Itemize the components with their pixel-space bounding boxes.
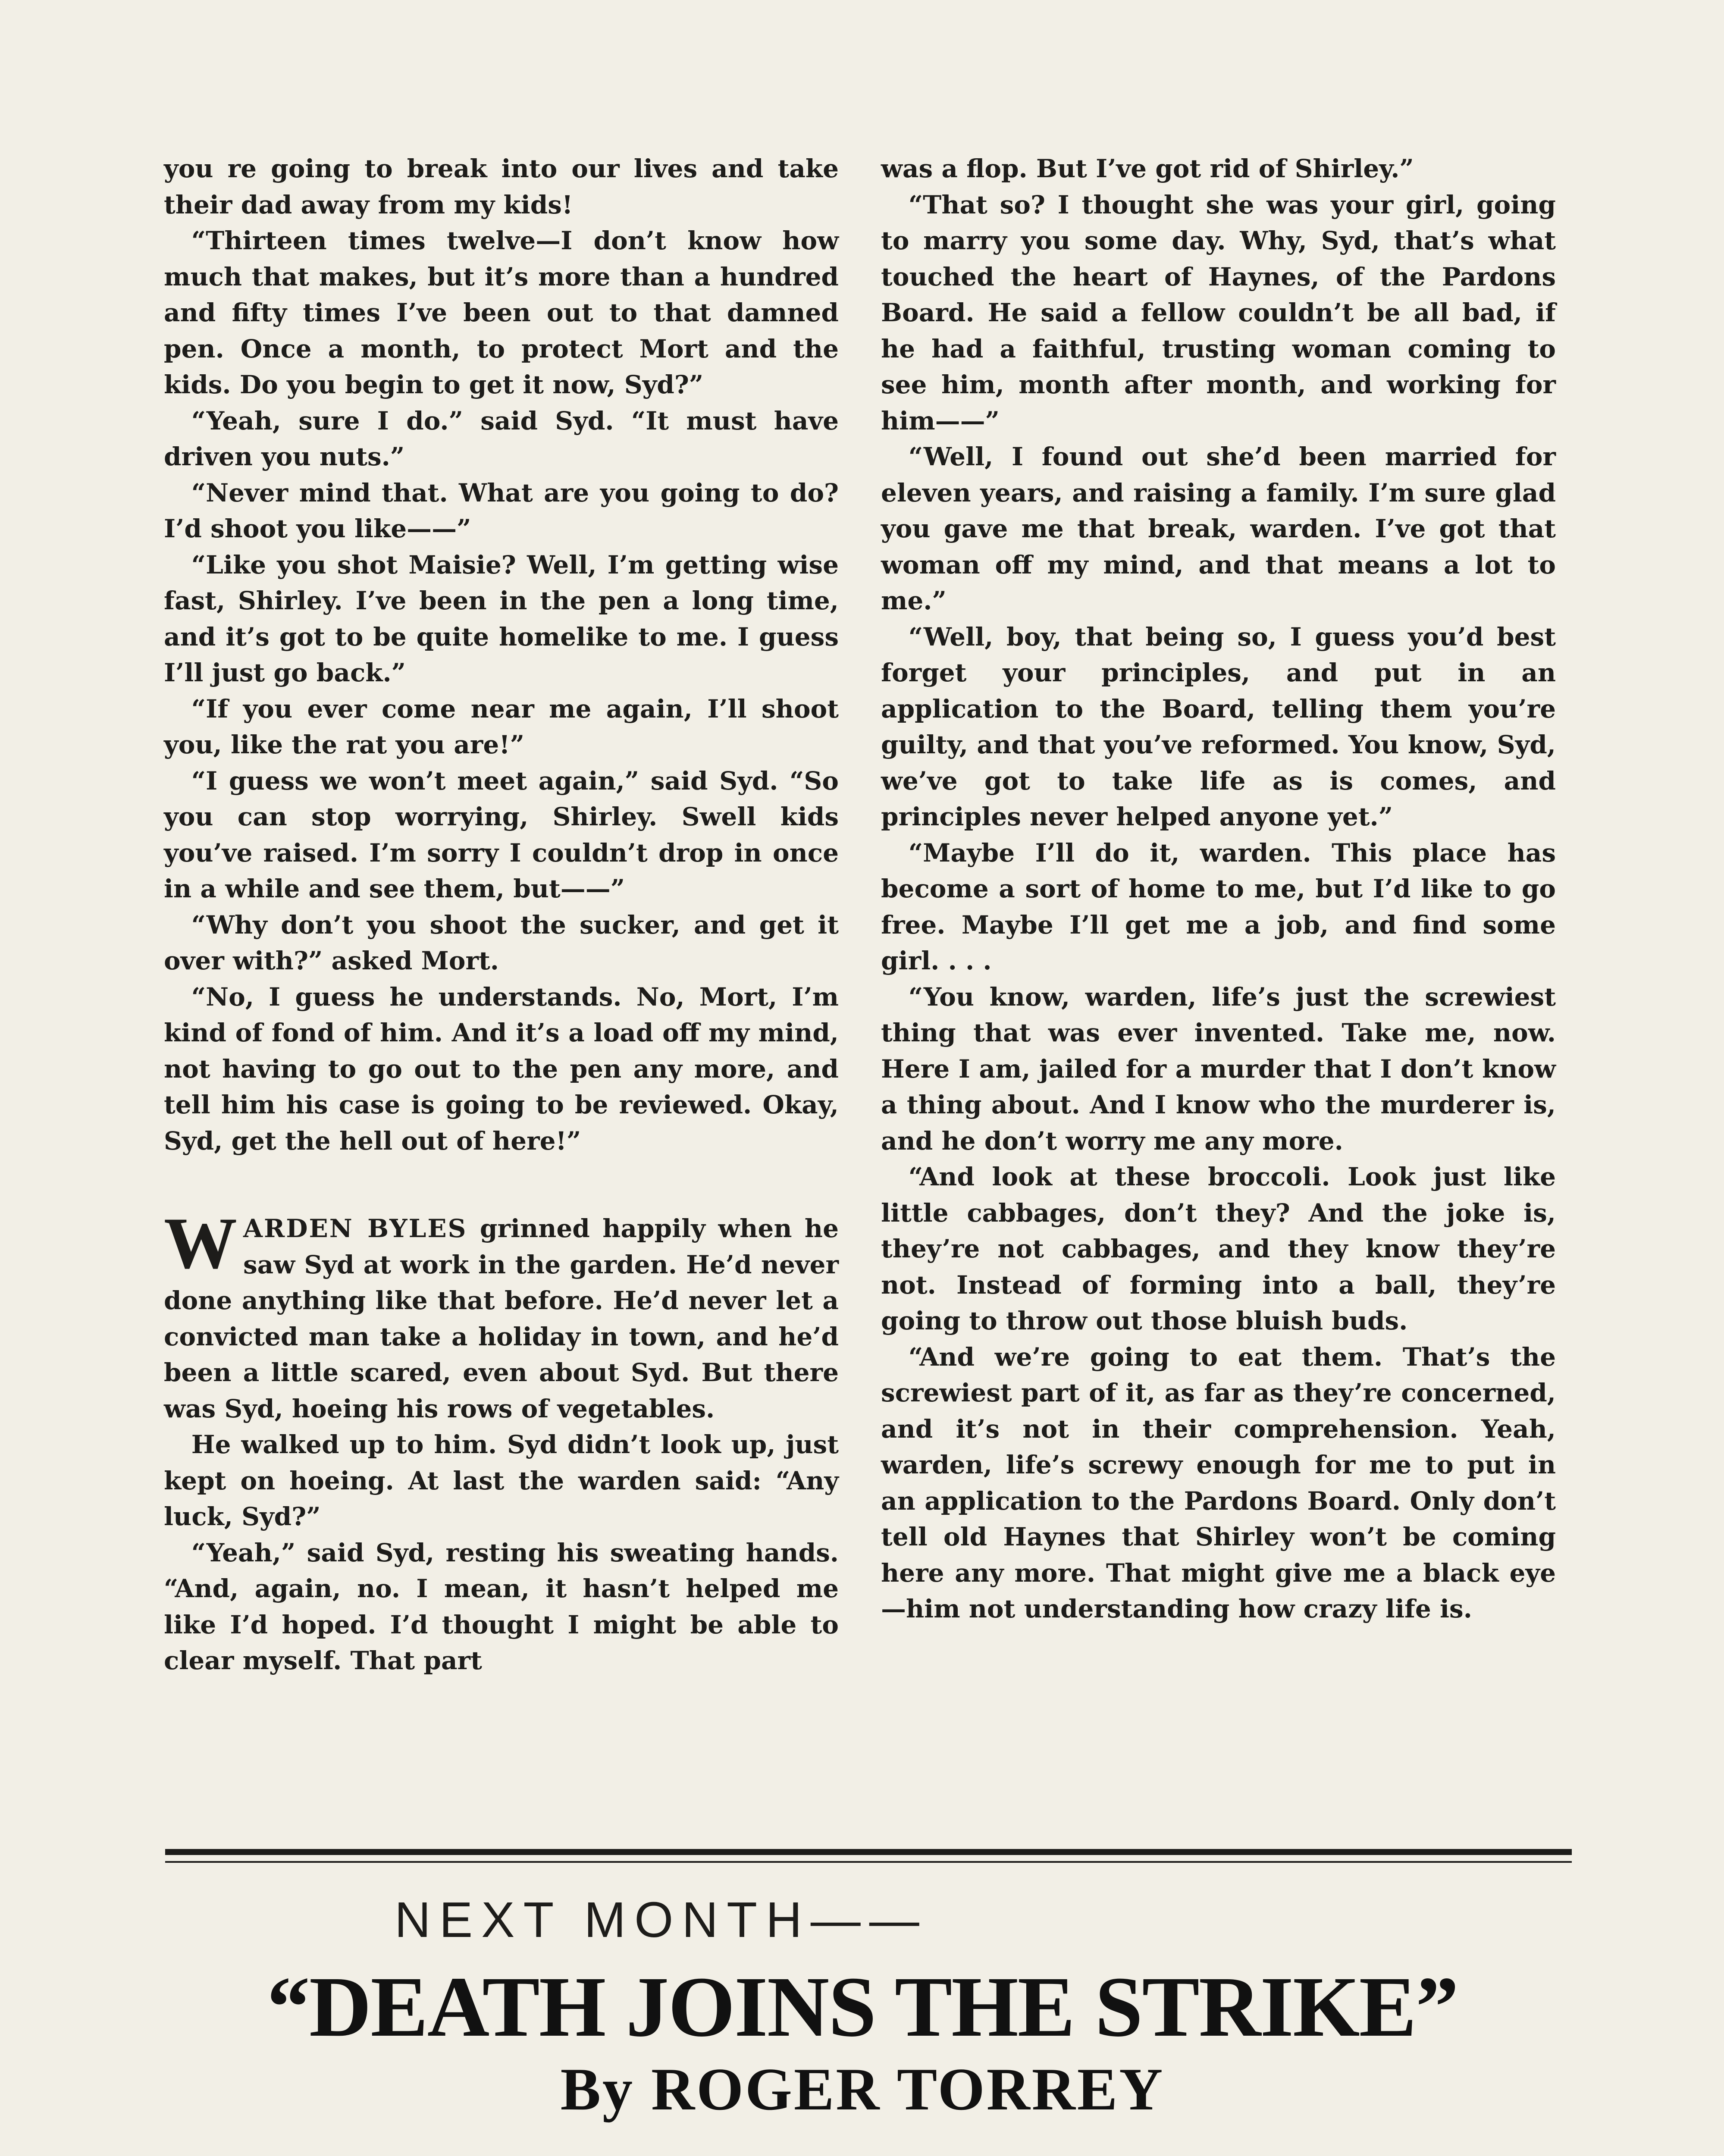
next-story-byline: By ROGER TORREY (560, 2056, 1165, 2123)
section-first-paragraph (164, 1203, 839, 1427)
section-first-text: grinned happily when he saw Syd at work in the garden. He’d never done anything like that before. He’d never let a convicted man take a holiday in town, and he’d been a little scared, even about Syd. But there was Syd, hoeing his rows of vegetables. (164, 1214, 839, 1423)
paragraph: “Why don’t you shoot the sucker, and get it over with?” asked Mort. (164, 910, 839, 975)
paragraph: “If you ever come near me again, I’ll shoot you, like the rat you are!” (164, 694, 839, 759)
paragraph: “And look at these broccoli. Look just like little cabbages, don’t they? And the joke is, they’re not cabbages, and they know they’re not. Instead of forming into a ball, they’re going to throw out those bluish buds. (881, 1162, 1556, 1335)
divider-rule-thin (165, 1861, 1572, 1863)
paragraph: you re going to break into our lives and take their dad away from my kids! (164, 154, 839, 219)
paragraph: “You know, warden, life’s just the screwiest thing that was ever invented. Take me, now. Here I am, jailed for a murder that I don’t know a thing about. And I know who the murderer is, and he don’t worry me any more. (881, 982, 1556, 1156)
paragraph: “Maybe I’ll do it, warden. This place has become a sort of home to me, but I’d like to go free. Maybe I’ll get me a job, and find some girl. . . . (881, 838, 1556, 975)
divider-rule-thick (165, 1849, 1572, 1855)
paragraph: He walked up to him. Syd didn’t look up, just kept on hoeing. At last the warden said: “Any luck, Syd?” (164, 1430, 839, 1531)
paragraph: “That so? I thought she was your girl, going to marry you some day. Why, Syd, that’s what touched the heart of Haynes, of the Pardons Board. He said a fellow couldn’t be all bad, if he had a faithful, trusting woman coming to see him, month after month, and working for him——” (881, 190, 1556, 436)
section-lead-words: ARDEN BYLES (243, 1214, 467, 1243)
paragraph: “Well, boy, that being so, I guess you’d best forget your principles, and put in an application to the Board, telling them you’re guilty, and that you’ve reformed. You know, Syd, we’ve got to take life as is comes, and principles never helped anyone yet.” (881, 622, 1556, 831)
right-text-column (881, 151, 1556, 1627)
paragraph: “Like you shot Maisie? Well, I’m getting wise fast, Shirley. I’ve been in the pen a long time, and it’s got to be quite homelike to me. I guess I’ll just go back.” (164, 550, 839, 687)
paragraph: “Thirteen times twelve—I don’t know how much that makes, but it’s more than a hundred and fifty times I’ve been out to that damned pen. Once a month, to protect Mort and the kids. Do you begin to get it now, Syd?” (164, 226, 839, 399)
paragraph: “I guess we won’t meet again,” said Syd. “So you can stop worrying, Shirley. Swell kids you’ve raised. I’m sorry I couldn’t drop in once in a while and see them, but——” (164, 766, 839, 903)
paragraph: “Yeah, sure I do.” said Syd. “It must have driven you nuts.” (164, 406, 839, 471)
paragraph: “Well, I found out she’d been married for eleven years, and raising a family. I’m sure glad you gave me that break, warden. I’ve got that woman off my mind, and that means a lot to me.” (881, 442, 1556, 615)
next-month-label: NEXT MONTH—— (395, 1892, 928, 1948)
paragraph: “And we’re going to eat them. That’s the screwiest part of it, as far as they’re concerned, and it’s not in their comprehension. Yeah, warden, life’s screwy enough for me to put in an application to the Pardons Board. Only don’t tell old Haynes that Shirley won’t be coming here any more. That might give me a black eye—him not understanding how crazy life is. (881, 1342, 1556, 1623)
paragraph: “Yeah,” said Syd, resting his sweating hands. “And, again, no. I mean, it hasn’t helped me like I’d hoped. I’d thought I might be able to clear myself. That part (164, 1538, 839, 1675)
next-story-title: “DEATH JOINS THE STRIKE” (266, 1959, 1458, 2055)
paragraph: “Never mind that. What are you going to do? I’d shoot you like——” (164, 478, 839, 543)
paragraph: “No, I guess he understands. No, Mort, I’m kind of fond of him. And it’s a load off my mind, not having to go out to the pen any more, and tell him his case is going to be reviewed. Okay, Syd, get the hell out of here!” (164, 982, 839, 1156)
drop-cap: W (164, 1203, 237, 1284)
left-text-column (164, 151, 839, 1679)
paragraph: was a flop. But I’ve got rid of Shirley.” (881, 154, 1414, 183)
